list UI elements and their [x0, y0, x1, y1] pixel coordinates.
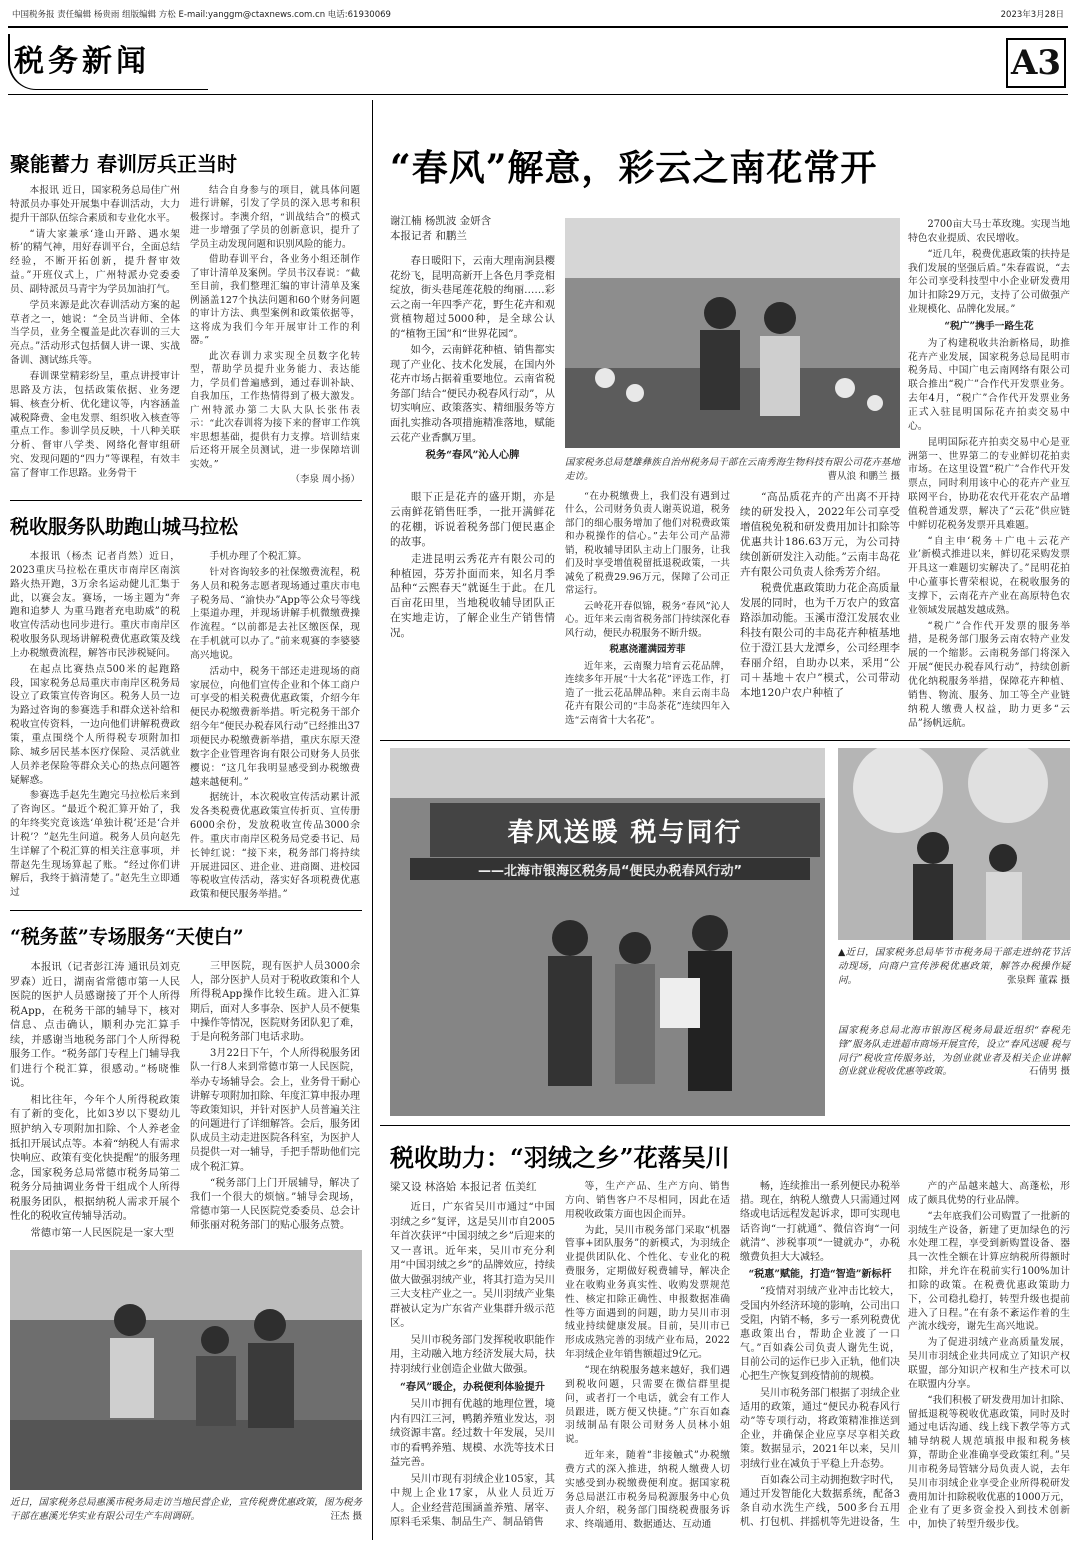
paragraph: 吴川市拥有优越的地理位置，境内有四江三河，鸭鹅养殖业发达，羽绒资源丰富。经过数十年发展，吴川市的看鸭养殖、规模、水洗等技术日益完善。 [390, 1398, 555, 1469]
article5-col2 [565, 1180, 730, 1534]
paragraph: 云岭花开春似锦，税务“春风”沁人心。近年来云南省税务部门持续深化春风行动，便民办税服务不断升级。 [565, 600, 730, 639]
paragraph: 在起点比赛热点500米的起跑路段，国家税务总局重庆市南岸区税务局设立了政策宣传咨询区。税务人员一边为路过咨询的参赛选手和群众送补给和税收宣传资料，一边向他们讲解税费政策，重点围绕个人所得税专项附加扣除、城乡居民基本医疗保险、灵活就业人员养老保险等群众关心的热点问题答疑解惑。 [10, 663, 180, 786]
paragraph: 2700亩大马士革玫瑰。实现当地特色农业提质、农民增收。 [908, 219, 1070, 244]
paragraph: “现在纳税服务越来越好，我们遇到税收问题，只需要在微信群里提问，或者打一个电话，就会有工作人员跟进，既方便又快捷。”广东百如森羽绒制品有限公司财务人员林小姐说。 [565, 1364, 730, 1446]
article4-col-a [390, 490, 555, 643]
paragraph: 走进昆明云秀花卉有限公司的种植园，芬芳扑面而来，知名月季品种“云熙春天”就诞生于此。在几百亩花田里，当地税收辅导团队正在实地走访，了解企业生产销售情况。 [390, 552, 555, 640]
paragraph: 吴川市税务部门发挥税收职能作用，主动融入地方经济发展大局，扶持羽绒行业创造企业做大做强。 [390, 1333, 555, 1376]
paragraph: “税务部门上门开展辅导，解决了我们一个很大的烦恼。”辅导会现场，常德市第一人民医院党委委员、总会计师张丽对税务部门的贴心服务点赞。 [190, 1177, 360, 1232]
factory-scene-image [10, 1250, 362, 1490]
article5-subhead: “春风”暖企，办税便利体验提升 [399, 1380, 546, 1393]
article4-col-c [740, 490, 900, 703]
article5-col3 [740, 1180, 900, 1533]
paragraph: 相比往年，今年个人所得税政策有了新的变化，比如3岁以下婴幼儿照护纳入专项附加扣除、个人养老金抵扣开展试点等。本着“纳税人有需求快响应、政策有变化快提醒”的服务理念，国家税务总局常德市税务局第二税务分局抽调业务骨干组成个人所得税服务团队，根据纳税人需求开展个性化的税收宣传辅导活动。 [10, 1093, 180, 1223]
paragraph: 常德市第一人民医院是一家大型 [30, 1226, 175, 1239]
page-number-badge: A3 [1006, 38, 1066, 88]
paragraph: 春日暖阳下，云南大理南涧县樱花纷飞，昆明高新开上各色月季竞相绽放，街头巷尾莲花般的绚丽……彩云之南一年四季产花，野生花卉和观赏植物超过5000种，是全球公认的“植物王国”和“世界花园”。 [390, 255, 555, 340]
article4-subhead: “税广”携手一路生花 [944, 320, 1034, 332]
divider [10, 910, 362, 911]
paragraph: “疫情对羽绒产业冲击比较大，受国内外经济环境的影响，公司出口受阻，内销不畅，多亏一系列税费优惠政策出台，帮助企业渡了一口气。”百如森公司负责人谢先生说，目前公司的运作已步入正轨，他们决心把生产恢复到疫情前的规模。 [740, 1286, 900, 1383]
divider [380, 740, 1070, 741]
paragraph: 本报讯（杨杰 记者肖然）近日，2023重庆马拉松在重庆市南岸区南滨路火热开跑，3万余名运动健儿汇集于此，以赛会友。赛场，一场主题为“奔跑和追梦人 为重马跑者充电助威”的税收宣传活动也同步进行。重庆市南岸区税收服务队现场讲解税费优惠政策及线上办税缴费流程，解答市民涉税疑问。 [10, 551, 180, 659]
caption-text: 国家税务总局北海市银海区税务局最近组织“春税先锋”服务队走进超市商场开展宣传，设立“春风送暖 税与同行”税收宣传服务站，为创业就业者及相关企业讲解创业就业税收优惠等政策。 [838, 1025, 1070, 1078]
photo-factory-caption [10, 1496, 362, 1524]
header-date: 2023年3月28日 [1000, 10, 1064, 20]
paragraph: 昆明国际花卉拍卖交易中心是亚洲第一、世界第二的专业鲜切花拍卖市场。在这里设置“税广”合作代开发票点，同时利用该中心的花卉产业互联网平台，协助花农代开花农产品增值税普通发票，解决了“云花”供应链中鲜切花税务发票开具难题。 [908, 436, 1070, 531]
paragraph: 活动中，税务干部还走进现场的商家展位，向他们宣传企业和个体工商户可享受的相关税费优惠政策，介绍今年便民办税缴费新举措。听完税务干部介绍今年“便民办税春风行动”已经推出37项便民办税缴费新举措，重庆东原天澄数字企业管理咨询有限公司财务人员张樱说：“这几年我明显感受到办税缴费越来越便利。” [190, 665, 360, 788]
paragraph: 本报讯 近日，国家税务总局佳广州特派员办事处开展集中春训活动，大力提升干部队伍综合素质和专业化水平。 [10, 185, 180, 224]
article2-col1 [10, 550, 180, 902]
caption-credit: 曹从浪 和鹏兰 摄 [827, 470, 900, 482]
article4-intro [390, 254, 555, 466]
byline-line: 本报记者 和鹏兰 [390, 230, 467, 243]
article2-col2 [190, 550, 360, 904]
article3-col1 [10, 960, 180, 1242]
caption-text: ▲近日，国家税务总局毕节市税务局干部走进纳花节活动现场，向商户宣传涉税优惠政策，解答办税操作疑问。 [838, 947, 1070, 986]
paragraph: 吴川市现有羽绒企业105家，其中规上企业17家，从业人员近万人。企业经营范围涵盖养殖、屠宰、原料毛采集、制品生产、制品销售 [390, 1472, 555, 1529]
article4-col-b [565, 490, 730, 729]
paragraph: “我们积极了研发费用加计扣除、留抵退税等税收优惠政策，同时及时通过电话沟通、线上线下教学等方式辅导纳税人规范填报申报和税务核算，帮助企业准确享受政策红利。”吴川市税务局管辖分局负责人说，去年吴川市羽绒企业享受企业所得税研发费用加计扣除税收优惠的1000万元，企业有了更多资金投入到技术创新中，加快了转型升级步伐。 [908, 1394, 1070, 1531]
paragraph: 为了促进羽绒产业高质量发展，吴川市羽绒企业共同成立了知识产权联盟，部分知识产权和生产技术可以在联盟内分享。 [908, 1337, 1070, 1390]
banner-sub: ——北海市银海区税务局“便民办税春风行动” [410, 858, 810, 880]
paragraph: 为此，吴川市税务部门采取“机器管事+团队服务”的新模式，为羽绒企业提供团队化、个性化、专业化的税费服务，定期做好税费辅导，解决企业在收购业务真实性、收购发票规范性、核定扣除正确性、申报数据准确性等方面遇到的问题，助力吴川市羽绒业持续健康发展。目前，吴川市已形成成熟完善的羽绒产业布局，2022年羽绒企业年销售额超过9亿元。 [565, 1224, 730, 1361]
article4-headline: “春风”解意，彩云之南花常开 [390, 147, 878, 189]
paragraph: 吴川市税务部门根据了羽绒企业适用的政策，通过“便民办税春风行动”等专项行动，将政策精准推送到企业，并确保企业应享尽享相关政策。数据显示，2021年以来，吴川羽绒行业在减负于平稳上升态势。 [740, 1387, 900, 1470]
paragraph: “近几年，税费优惠政策的扶持是我们发展的坚强后盾。”朱春霞说，“去年公司享受科技型中小企业研发费用加计扣除29万元，支持了公司做强产业规模化、品牌化发展。” [908, 248, 1070, 316]
paragraph: “高品质花卉的产出离不开持续的研发投入，2022年公司享受增值税免税和研发费用加计扣除等优惠共计186.63万元，为公司持续创新研发注入动能。”云南丰岛花卉有限公司负责人徐秀芳介绍。 [740, 491, 900, 578]
article4-subhead: 税惠浇灌满园芳菲 [609, 644, 686, 656]
festival-scene-image [838, 748, 1070, 940]
paragraph: 本报讯（记者彭江涛 通讯员刘克 罗森）近日，湖南省常德市第一人民医院的医护人员感谢接了开个人所得税App，在税务干部的辅导下，核对信息、点击确认，顺利办完汇算手续，并感谢当地税务部门个人所得税服务工作。“税务部门专程上门辅导我们进行个税汇算，很感动。”杨晓惟说。 [10, 961, 180, 1090]
article1-headline: 聚能蓄力 春训厉兵正当时 [10, 152, 237, 176]
paragraph: 畅，连续推出一系列便民办税举措。现在，纳税人缴费人只需通过网络或电话远程发起诉求，即可实现电话咨询“一打就通”、微信咨询“一问就清”、涉税事项“一键就办”，办税缴费负担大大减轻。 [740, 1181, 900, 1263]
paragraph: 为了构建税收共治新格局，助推花卉产业发展，国家税务总局昆明市税务局、中国广电云南网络有限公司联合推出“税广”合作代开发票业务。去年4月，“税广”合作代开发票业务正式入驻昆明国际花卉拍卖交易中心。 [908, 337, 1070, 432]
paragraph: 针对咨询较多的社保缴费流程，税务人员和税务志愿者现场通过重庆市电子税务局、“渝快办”App等公众号等线上渠道办理，并现场讲解手机微缴费操作流程。“以前都是去社区缴医保，现在手机就可以办了。”前来观赛的李婆婆高兴地说。 [190, 566, 360, 661]
paragraph: 百如森公司主动拥抱数字时代，通过开发智能化大数据系统，配备3条自动水洗生产线，500多台五用机、打包机、拌摇机等先进设备，生 [740, 1474, 900, 1529]
article5-col4 [908, 1180, 1070, 1534]
paragraph: 产的产品越来越大、高蓬松，形成了颇具优势的行业品牌。 [908, 1181, 1070, 1206]
paragraph: 学员来源是此次春训活动方案的起草者之一，她说：“全员当讲师、全体当学员，业务全覆盖是此次春训的三大亮点。”活动形式包括個人讲一课、实战备训、测试练兵等。 [10, 299, 180, 367]
article4-right-col [908, 218, 1070, 732]
article1-col2 [190, 184, 360, 489]
paragraph: 眼下正是花卉的盛开期，亦是云南鲜花销售旺季，一批开满鲜花的花棚，诉说着税务部门便民惠企的故事。 [390, 491, 555, 548]
paragraph: 三甲医院，现有医护人员3000余人，部分医护人员对于税收政策和个人所得税App操作比较生疏。进入汇算期后，面对人多事杂、医护人员不便集中操作等情况，医院财务团队犯了难，于是向税务部门电话求助。 [190, 961, 360, 1043]
paragraph: 近年来，云南聚力培育云花品牌，连续多年开展“十大名花”评选工作，打造了一批云花品牌品种。来自云南丰岛花卉有限公司的“丰岛茶花”连续四年入选“云南省十大名花”。 [565, 660, 730, 726]
article4-subhead: 税务“春风”沁人心脾 [425, 449, 520, 462]
article3-col2 [190, 960, 360, 1236]
caption-credit: 石倩男 摄 [1028, 1066, 1070, 1078]
paragraph: 春训课堂精彩纷呈，重点讲授审计思路及方法，包括政策依据、业务逻辑、核查分析、优化建议等，内容涵盖减税降费、金电发票、组织收入核查等重点工作。参训学员反映，十八种关联分析、督审八学类、网络化督审组研究、发现问题的“四力”等课程，有效丰富了督审工作思路。业务骨干 [10, 370, 180, 479]
divider [380, 1125, 1070, 1126]
paragraph: “税广”合作代开发票的服务举措，是税务部门服务云南农特产业发展的一个缩影。云南税务部门将深入开展“便民办税春风行动”，持续创新优化纳税服务举措，保障花卉种植、销售、物流、服务、加工等全产业链纳税人缴费人权益，助力更多“云品”扬帆远航。 [908, 620, 1070, 729]
caption-credit: 汪杰 摄 [330, 1510, 362, 1522]
paragraph: 借助春训平台，各业务小组还制作了审计清单及案例。学员书汉春说：“截至目前，我们整理汇编的审计清单及案例涵盖127个执法问题和60个财务问题的审计方法、典型案例和政策依据等，这将成为我们今年开展审计工作的利器。” [190, 254, 360, 347]
caption-text: 近日，国家税务总局惠溪市税务局走访当地民营企业，宣传税费优惠政策，图为税务干部在惠溪光华实业有限公司生产车间调研。 [10, 1497, 362, 1522]
photo-factory-visit [10, 1250, 362, 1490]
article5-col1 [390, 1200, 555, 1532]
paragraph: “在办税缴费上，我们没有遇到过什么，公司财务负责人谢英说道，税务部门的细心服务增加了他们对税费政策和办税操作的信心。”去年公司产品滞销，税收辅导团队主动上门服务，让我们及时享受增值税留抵退税政策，一共减免了税费29.96万元，保障了公司正常运行。 [565, 491, 730, 597]
article3-headline: “税务蓝”专场服务“天使白” [10, 926, 244, 948]
paragraph: “去年底我们公司购置了一批新的羽绒生产设备，新建了更加绿色的污水处理工程，享受到新购置设备、器具一次性全额在计算应纳税所得额时扣除，并允许在税前实行100%加计扣除的政策。在税费优惠政策助力下，公司稳扎稳打，转型升级也提前进入了日程。”在有条不紊运作着的生产流水线旁，谢先生高兴地说。 [908, 1210, 1070, 1333]
photo-flower-caption [565, 456, 900, 484]
paragraph: 税费优惠政策助力花企高质量发展的同时，也为千万农户的致富路添加动能。玉溪市澄江发展农业科技有限公司的丰岛花卉种植基地位于澄江县大龙潭乡，公司经理李春丽介绍，自助办以来，采用“公司＋基地＋农户”模式，公司带动本地120户农户种植了 [740, 582, 900, 699]
paragraph: 此次春训力求实现全员数字化转型，帮助学员提升业务能力、表达能力，学员们普遍感到，通过春训补缺、自我加压，工作热情得到了极大激发。广州特派办第二大队大队长张伟表示：“此次春训将为接下来的督审工作筑牢思想基础，提供有力支撑。培训结束后还将开展全员测试，进一步保障培训实效。” [190, 350, 360, 470]
paragraph: 近日，广东省吴川市通过“中国羽绒之乡”复评，这是吴川市自2005年首次获评“中国羽绒之乡”后迎来的又一喜讯。近年来，吴川市充分利用“中国羽绒之乡”的品牌效应，持续做大做强羽绒产业，将其打造为吴川三大支柱产业之一。吴川羽绒产业集群被认定为广东省产业集群升级示范区。 [390, 1201, 555, 1330]
photo-banner-caption [838, 1024, 1070, 1079]
article4-byline [390, 214, 555, 244]
greenhouse-scene-image [565, 218, 900, 448]
paragraph: 参赛选手赵先生跑完马拉松后来到了咨询区。“最近个税汇算开始了，我的年终奖究竟该选‘单独计税’还是‘合并计税’？”赵先生问道。税务人员向赵先生详解了个税汇算的相关注意事项，并帮赵先生现场算起了账。“经过你们讲解后，我终于搞清楚了。”赵先生立即通过 [10, 790, 180, 899]
caption-text: 国家税务总局楚雄彝族自治州税务局干部在云南秀海生物科技有限公司花卉基地走访。 [565, 457, 900, 482]
article2-headline: 税收服务队助跑山城马拉松 [10, 516, 239, 538]
paragraph: 结合自身参与的项目，就具体问题进行讲解，引发了学员的深入思考和积极探讨。李澳介绍，“训战结合”的模式进一步增强了学员的创新意识，提升了学员主动发现问题和识别风险的能力。 [190, 185, 360, 250]
paragraph: “请大家兼承‘逢山开路、遇水架桥’的精气神，用好春训平台，全面总结经验，不断开拓创新，提升督审效益。”开班仪式上，广州特派办党委委员、副特派员马青宇为学员加油打气。 [10, 228, 180, 295]
masthead-rule [8, 26, 1068, 28]
banner-main: 春风送暖 税与同行 [430, 803, 820, 857]
photo-flower-greenhouse [565, 218, 900, 448]
divider [10, 500, 362, 501]
photo-banner-service [390, 748, 825, 1116]
article5-byline: 梁又设 林洛姶 本报记者 伍美红 [390, 1181, 537, 1193]
paragraph: 近年来，随着“非接触式”办税缴费方式的深入推进，纳税人缴费人切实感受到办税缴费便利度。据国家税务总局湛江市税务局税源服务中心负责人介绍，税务部门围绕税费服务诉求、终端通用、数据通达、互动通 [565, 1450, 730, 1531]
paragraph: “自主申‘税务＋广电＋云花产业’新模式推进以来，鲜切花采购发票开具这一难题切实解决了。”昆明花拍中心董事长曹荣根说，在税收服务的支撑下，云南花卉产业在高原特色农业领域发展越发越成熟。 [908, 535, 1070, 616]
column-divider [372, 100, 373, 1540]
header-info: 中国税务报 责任编辑 杨贵雨 组版编辑 方松 E-mail:yanggm@ctaxnews.com.cn 电话:61930069 [12, 10, 391, 20]
paragraph: 手机办理了个税汇算。 [209, 551, 307, 562]
byline-line: 谢江楠 杨凯波 金妍含 [390, 215, 492, 227]
article1-col1 [10, 184, 180, 483]
paragraph: 3月22日下午，个人所得税服务团队一行8人来到常德市第一人民医院，举办专场辅导会。会上，业务骨干耐心讲解专项附加扣除、年度汇算申报办理等政策知识，并针对医护人员普遍关注的问题进行了详细解答。会后，服务团队成员主动走进医院各科室，为医护人员提供一对一辅导，手把手帮助他们完成个税汇算。 [190, 1048, 360, 1173]
paragraph: 如今，云南鲜花种植、销售都实现了产业化、技术化发展，在国内外花卉市场占据着重要地位。云南省税务部门结合“便民办税春风行动”，从切实响应、政策落实、精细服务等方面扎实推动各项措施精准落地，赋能云花产业香飘万里。 [390, 344, 555, 444]
photo-flower-festival [838, 748, 1070, 940]
paragraph: 等，生产产品、生产方向、销售方向、销售客户不尽相同，因此在适用税收政策方面也因企而异。 [565, 1181, 730, 1220]
section-title: 税务新闻 [14, 44, 150, 79]
caption-credit: 张泉辉 董霖 摄 [1006, 974, 1070, 986]
article1-credit: （李泉 周小扬） [290, 474, 360, 486]
article5-subhead: “税惠”赋能，打造“智造”新标杆 [748, 1269, 892, 1281]
paragraph: 据统计，本次税收宣传活动累计派发各类税费优惠政策宣传折页、宣传册6000余份，发放税收宣传品3000余件。重庆市南岸区税务局党委书记、局长钟红说：“接下来，税务部门将持续开展进园区、进企业、进商圈、进校园等税收宣传活动，落实好各项税费优惠政策和便民服务举措。” [190, 792, 360, 901]
photo-festival-caption [838, 946, 1070, 987]
masthead-rule-bottom [8, 94, 1068, 95]
article5-headline: 税收助力：“羽绒之乡”花落吴川 [390, 1143, 730, 1172]
